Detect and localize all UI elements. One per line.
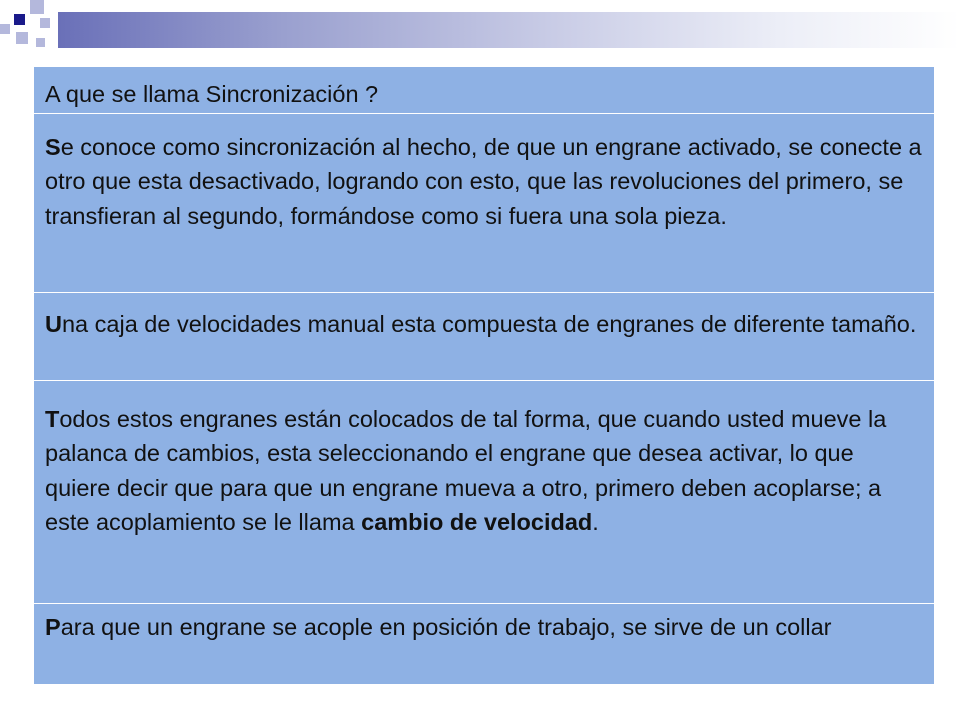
paragraph-3-initial: T [45, 405, 60, 432]
paragraph-1-initial: S [45, 133, 61, 160]
paragraph-3-emphasis: cambio de velocidad [361, 509, 593, 535]
content-table [34, 67, 934, 684]
paragraph-3 [34, 380, 934, 603]
title-row [34, 67, 934, 113]
paragraph-1-text: e conoce como sincronización al hecho, de que un engrane activado, se conecte a otro que esta desactivado, logrando con esto, que las revoluciones del primero, se transfieran al segundo, formándose como si fuera una sola pieza. [45, 133, 922, 229]
light-square-5 [36, 38, 45, 47]
light-square-3 [16, 32, 28, 44]
paragraph-row-1 [34, 113, 934, 292]
paragraph-1 [34, 113, 934, 292]
navy-square-top-left [14, 14, 25, 25]
top-gradient-bar [58, 12, 960, 48]
paragraph-4-text: ara que un engrane se acople en posición de trabajo, se sirve de un collar [60, 613, 832, 640]
paragraph-2-text: na caja de velocidades manual esta compuesta de engranes de diferente tamaño. [61, 310, 917, 337]
paragraph-row-3 [34, 380, 934, 603]
paragraph-4 [34, 603, 934, 684]
light-square-2 [0, 24, 10, 34]
paragraph-row-2 [34, 292, 934, 380]
paragraph-row-4 [34, 603, 934, 684]
paragraph-3-end: . [592, 509, 599, 535]
paragraph-2 [34, 292, 934, 380]
paragraph-3-text: odos estos engranes están colocados de tal forma, que cuando usted mueve la palanca de cambios, esta seleccionando el engrane que desea activar, lo que quiere decir que para que un engrane mueva a otro, primero deben acoplarse; a este acoplamiento se le llama [45, 405, 887, 535]
slide-title: A que se llama Sincronización ? [45, 81, 379, 107]
light-square-4 [40, 18, 50, 28]
light-square-1 [30, 0, 44, 14]
paragraph-4-initial: P [45, 613, 61, 640]
paragraph-2-initial: U [45, 310, 62, 337]
